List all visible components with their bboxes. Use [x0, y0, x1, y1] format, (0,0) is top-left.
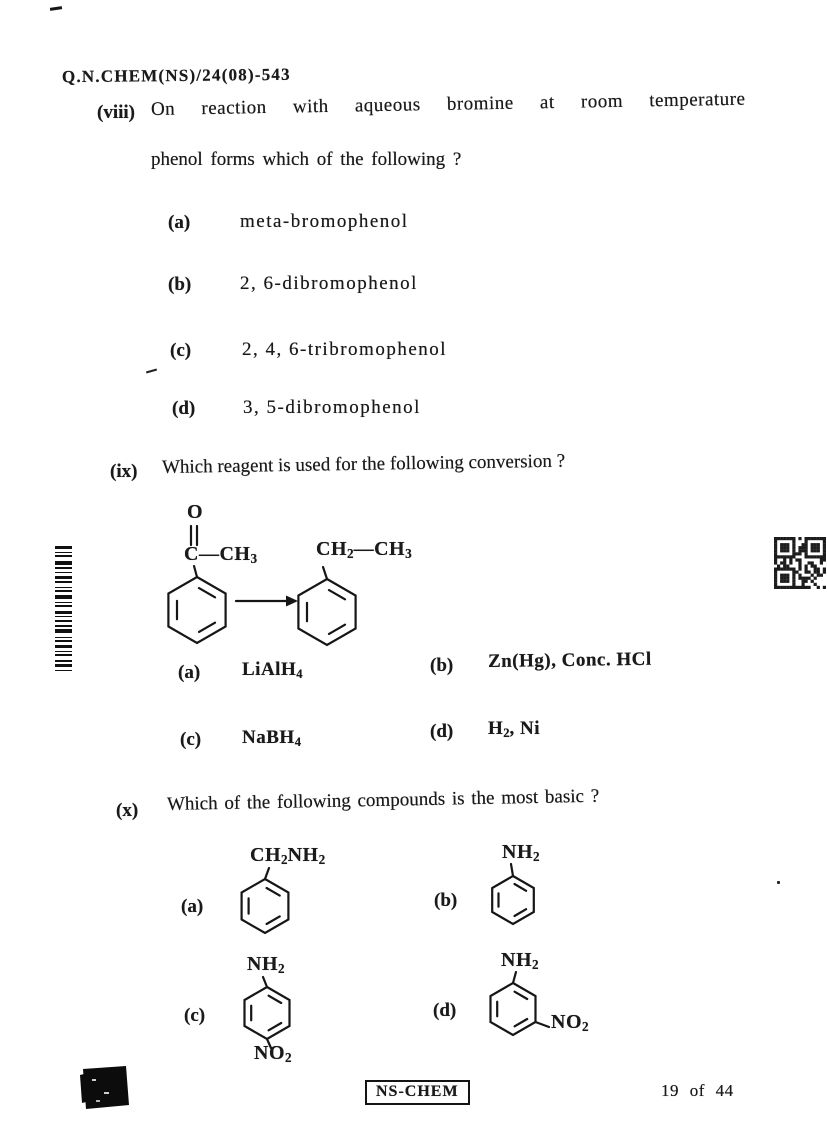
option-viii-d-label: (d) — [172, 398, 196, 419]
p-nitroaniline-nh2-bond — [263, 977, 267, 987]
option-ix-a-label: (a) — [178, 662, 201, 683]
option-x-d-label: (d) — [433, 1000, 457, 1021]
option-viii-c-text: 2, 4, 6-tribromophenol — [242, 339, 448, 360]
option-viii-c-label: (c) — [170, 340, 192, 361]
option-x-d-side-group: $NO_2$ — [551, 1011, 589, 1034]
option-ix-b-formula: Zn(Hg), Conc. HCl — [487, 648, 652, 672]
page-indicator: 19 of 44 — [661, 1081, 734, 1100]
option-ix-d-formula: $H_2$, Ni — [488, 718, 541, 740]
option-x-b-benzene-ring — [492, 876, 534, 924]
option-x-a-top-group: $CH_2NH_2$ — [250, 844, 326, 867]
option-ix-c-label: (c) — [180, 729, 202, 750]
exam-code-stamp: NS-CHEM — [365, 1080, 470, 1105]
reactant-benzene-ring — [168, 577, 225, 643]
ethyl-group-label: $CH_2—CH_3$ — [316, 538, 412, 561]
question-viii-text-line2: phenol forms which of the following ? — [151, 149, 462, 170]
option-x-c-bottom-group: $NO_2$ — [254, 1042, 292, 1065]
option-x-d-top-group: $NH_2$ — [501, 949, 539, 972]
option-x-b-label: (b) — [434, 890, 458, 911]
option-x-c-label: (c) — [184, 1005, 206, 1026]
option-x-c-top-group: $NH_2$ — [247, 953, 285, 976]
option-viii-b-label: (b) — [168, 274, 192, 295]
option-ix-a-formula: LiAlH$_4$ — [242, 659, 303, 681]
option-ix-d-label: (d) — [430, 721, 454, 742]
option-x-a-benzene-ring — [242, 879, 289, 933]
aniline-nh2-bond — [511, 864, 513, 876]
question-paper-code: Q.N.CHEM(NS)/24(08)-543 — [61, 64, 291, 87]
option-viii-b-text: 2, 6-dibromophenol — [240, 273, 418, 294]
option-x-b-top-group: $NH_2$ — [502, 841, 540, 864]
benzylamine-ch2-bond — [265, 868, 269, 879]
barcode — [55, 546, 72, 671]
question-ix-text: Which reagent is used for the following conversion ? — [161, 450, 566, 478]
product-benzene-ring — [298, 579, 355, 645]
option-x-d-benzene-ring — [491, 983, 536, 1035]
question-viii-number: (viii) — [97, 102, 135, 123]
option-viii-d-text: 3, 5-dibromophenol — [243, 397, 421, 418]
reaction-arrow-head — [286, 596, 298, 607]
acyl-ring-bond — [194, 566, 197, 577]
m-nitroaniline-nh2-bond — [513, 972, 516, 983]
acyl-group-label: $C—CH_3$ — [184, 543, 258, 566]
option-x-c-benzene-ring — [245, 987, 290, 1039]
carbonyl-oxygen-label: O — [187, 501, 204, 523]
option-x-a-label: (a) — [181, 896, 204, 917]
qr-code — [774, 537, 826, 589]
option-viii-a-label: (a) — [168, 212, 191, 233]
scan-artifact-dot — [777, 881, 780, 884]
question-viii-text-line1: On reaction with aqueous bromine at room temperature — [150, 88, 746, 120]
ink-stamp — [80, 1066, 129, 1109]
ethyl-ring-bond — [323, 567, 327, 579]
m-nitroaniline-no2-bond — [536, 1022, 550, 1027]
option-viii-a-text: meta-bromophenol — [240, 211, 409, 232]
question-x-text: Which of the following compounds is the most basic ? — [166, 785, 600, 815]
option-ix-b-label: (b) — [430, 655, 454, 676]
question-x-number: (x) — [116, 800, 139, 821]
question-ix-number: (ix) — [110, 461, 138, 482]
option-ix-c-formula: NaBH$_4$ — [242, 727, 301, 749]
